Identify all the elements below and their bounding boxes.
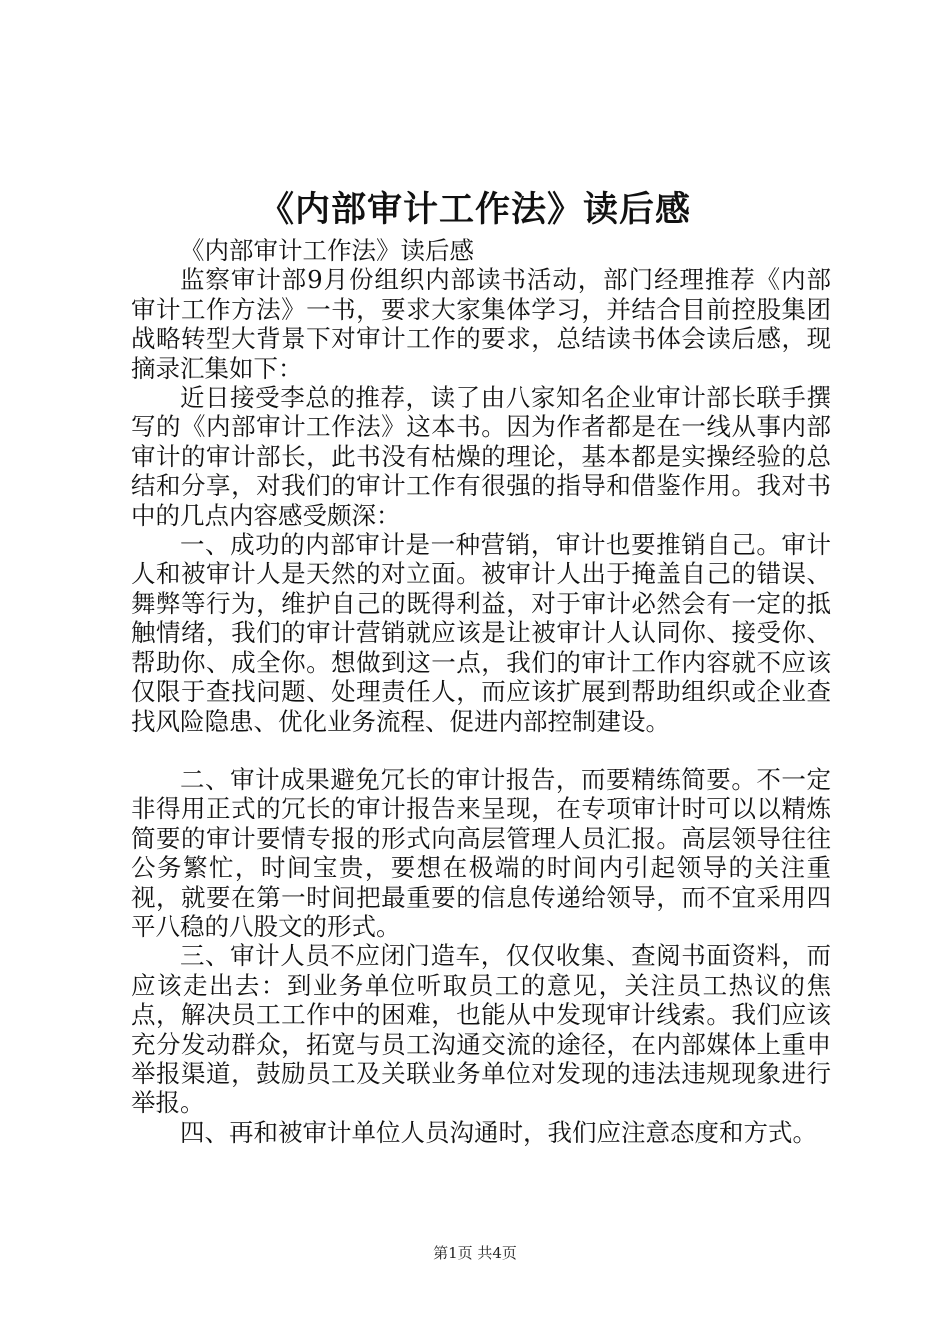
paragraph-point-1: 一、成功的内部审计是一种营销，审计也要推销自己。审计人和被审计人是天然的对立面。被审计人出于掩盖自己的错误、舞弊等行为，维护自己的既得利益，对于审计必然会有一定的抵触情绪，我们的审计营销就应该是让被审计人认同你、接受你、帮助你、成全你。想做到这一点，我们的审计工作内容就不应该仅限于查找问题、处理责任人，而应该扩展到帮助组织或企业查找风险隐患、优化业务流程、促进内部控制建设。 xyxy=(131,530,831,736)
paragraph-background: 近日接受李总的推荐，读了由八家知名企业审计部长联手撰写的《内部审计工作法》这本书。因为作者都是在一线从事内部审计的审计部长，此书没有枯燥的理论，基本都是实操经验的总结和分享，对我们的审计工作有很强的指导和借鉴作用。我对书中的几点内容感受颇深： xyxy=(131,383,831,530)
paragraph-intro: 监察审计部9月份组织内部读书活动，部门经理推荐《内部审计工作方法》一书，要求大家集体学习，并结合目前控股集团战略转型大背景下对审计工作的要求，总结读书体会读后感，现摘录汇集如下： xyxy=(131,265,831,383)
page-number-footer: 第1页 共4页 xyxy=(433,1244,517,1262)
paragraph-point-2: 二、审计成果避免冗长的审计报告，而要精练简要。不一定非得用正式的冗长的审计报告来呈现，在专项审计时可以以精炼简要的审计要情专报的形式向高层管理人员汇报。高层领导往往公务繁忙，时间宝贵，要想在极端的时间内引起领导的关注重视，就要在第一时间把最重要的信息传递给领导，而不宜采用四平八稳的八股文的形式。 xyxy=(131,764,831,941)
document-title: 《内部审计工作法》读后感 xyxy=(258,189,691,230)
paragraph-point-3: 三、审计人员不应闭门造车，仅仅收集、查阅书面资料，而应该走出去：到业务单位听取员工的意见，关注员工热议的焦点，解决员工工作中的困难，也能从中发现审计线索。我们应该充分发动群众，拓宽与员工沟通交流的途径，在内部媒体上重申举报渠道，鼓励员工及关联业务单位对发现的违法违规现象进行举报。 xyxy=(131,941,831,1118)
document-body xyxy=(131,236,831,1147)
paragraph-subtitle: 《内部审计工作法》读后感 xyxy=(180,236,474,265)
paragraph-point-4: 四、再和被审计单位人员沟通时，我们应注意态度和方式。 xyxy=(180,1117,817,1147)
